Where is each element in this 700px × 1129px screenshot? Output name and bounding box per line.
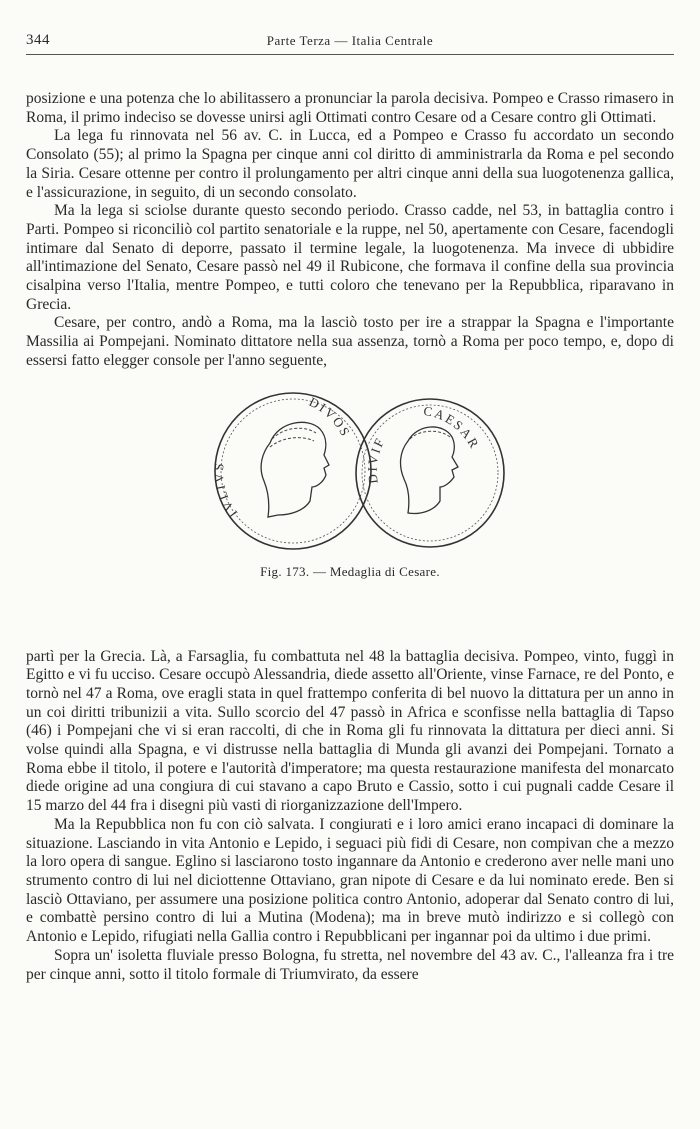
- page-number: 344: [26, 32, 50, 48]
- figure-caption: [26, 563, 674, 582]
- caption-text: Medaglia di Cesare.: [329, 563, 440, 579]
- figure-coins: [26, 383, 674, 638]
- paragraph: Cesare, per contro, andò a Roma, ma la lasciò tosto per ire a strappar la Spagna e l'importante Massilia ai Pompejani. Nominato dittatore nella sua assenza, tornò a Roma per poco tempo, e, dopo di essersi fatto elegger console per l'anno seguente,: [26, 314, 674, 369]
- caesar-medal-illustration: [208, 383, 508, 558]
- coin-right: [356, 399, 504, 547]
- running-header: [26, 32, 674, 55]
- coin-left: [211, 393, 371, 549]
- svg-text:DIVOS: [307, 394, 354, 440]
- coin-left-legend-right: DIVOS: [306, 393, 354, 440]
- paragraph: Sopra un' isoletta fluviale presso Bologna, fu stretta, nel novembre del 43 av. C., l'alleanza fra i tre per cinque anni, sotto il titolo formale di Triumvirato, da essere: [26, 946, 674, 983]
- coin-right-legend-top: CAESAR: [422, 402, 483, 452]
- paragraph: partì per la Grecia. Là, a Farsaglia, fu combattuta nel 48 la battaglia decisiva. Pompeo, vinto, fuggì in Egitto e vi fu ucciso. Cesare occupò Alessandria, diede assetto all'Oriente, vinse Farnace, re del Ponto, e tornò nel 47 a Roma, ove eragli stata in quel frattempo conferita di bel nuovo la dittatura per un anno in un coi diritti tribunizii a vita. Sullo scorcio del 47 passò in Africa e sconfisse nella battaglia di Tapso (46) i Pompejani che vi si eran raccolti, di che in Roma gli fu rinnovata la dittatura per dieci anni. Si volse quindi alla Spagna, e vi distrusse nella battaglia di Munda gli avanzi dei Pompejani. Tornato a Roma ebbe il titolo, il potere e l'autorità d'imperatore; ma questa restaurazione manifesta del monarcato diede origine ad una congiura di cui stavano a capo Bruto e Cassio, sotto i cui pugnali cadde Cesare il 15 marzo del 44 fra i disegni più vasti di riorganizzazione dell'Impero.: [26, 647, 674, 815]
- coin-right-legend-bottom: DIVIF: [364, 433, 388, 484]
- coin-left-legend-left: IVLIVS: [210, 460, 241, 520]
- caption-number: Fig. 173.: [260, 563, 310, 579]
- svg-text:IVLIVS: [211, 460, 240, 520]
- caption-dash: —: [312, 563, 327, 579]
- paragraph: posizione e una potenza che lo abilitassero a pronunciar la parola decisiva. Pompeo e Crasso rimasero in Roma, il primo indeciso se dovesse unirsi agli Ottimati contro Cesare od a Cesare contro gli Ottimati.: [26, 90, 674, 126]
- body-text-lower: [26, 648, 674, 985]
- body-text: [26, 90, 674, 984]
- svg-text:DIVIF: [365, 434, 388, 484]
- paragraph: Ma la lega si sciolse durante questo secondo periodo. Crasso cadde, nel 53, in battaglia contro i Parti. Pompeo si riconciliò col partito senatoriale e la ruppe, nel 50, apertamente con Cesare, facendogli intimare dal Senato di deporre, passato il termine legale, la luogotenenza. Ma invece di ubbidire all'intimazione del Senato, Cesare passò nel 49 il Rubicone, che formava il confine della sua provincia cisalpina verso l'Italia, mentre Pompeo, e tutti coloro che tenevano per la Repubblica, riparavano in Grecia.: [26, 202, 674, 313]
- paragraph: La lega fu rinnovata nel 56 av. C. in Lucca, ed a Pompeo e Crasso fu accordato un secondo Consolato (55); al primo la Spagna per cinque anni col diritto di amministrarla da Roma e pel secondo la Siria. Cesare ottenne per contro il prolungamento per altri cinque anni della sua luogotenenza gallica, e l'assicurazione, in seguito, di un secondo consolato.: [26, 127, 674, 201]
- paragraph: Ma la Repubblica non fu con ciò salvata. I congiurati e i loro amici erano incapaci di dominare la situazione. Lasciando in vita Antonio e Lepido, i seguaci più fidi di Cesare, non compivan che a mezzo la loro opera di sangue. Eglino si lasciarono tosto ingannare da Antonio e crederono aver nelle mani uno strumento contro di lui nel diciottenne Ottaviano, gran nipote di Cesare e da lui nominato erede. Ben si lasciò Ottaviano, per assumere una posizione politica contro Antonio, adoperar dal Senato contro di lui, e combattè persino contro di lui a Mutina (Modena); ma in breve mutò indirizzo e si collegò con Antonio e Lepido, rifugiati nella Gallia contro i Repubblicani per ingannar poi da ultimo i due primi.: [26, 815, 674, 946]
- running-title: Parte Terza — Italia Centrale: [266, 33, 434, 48]
